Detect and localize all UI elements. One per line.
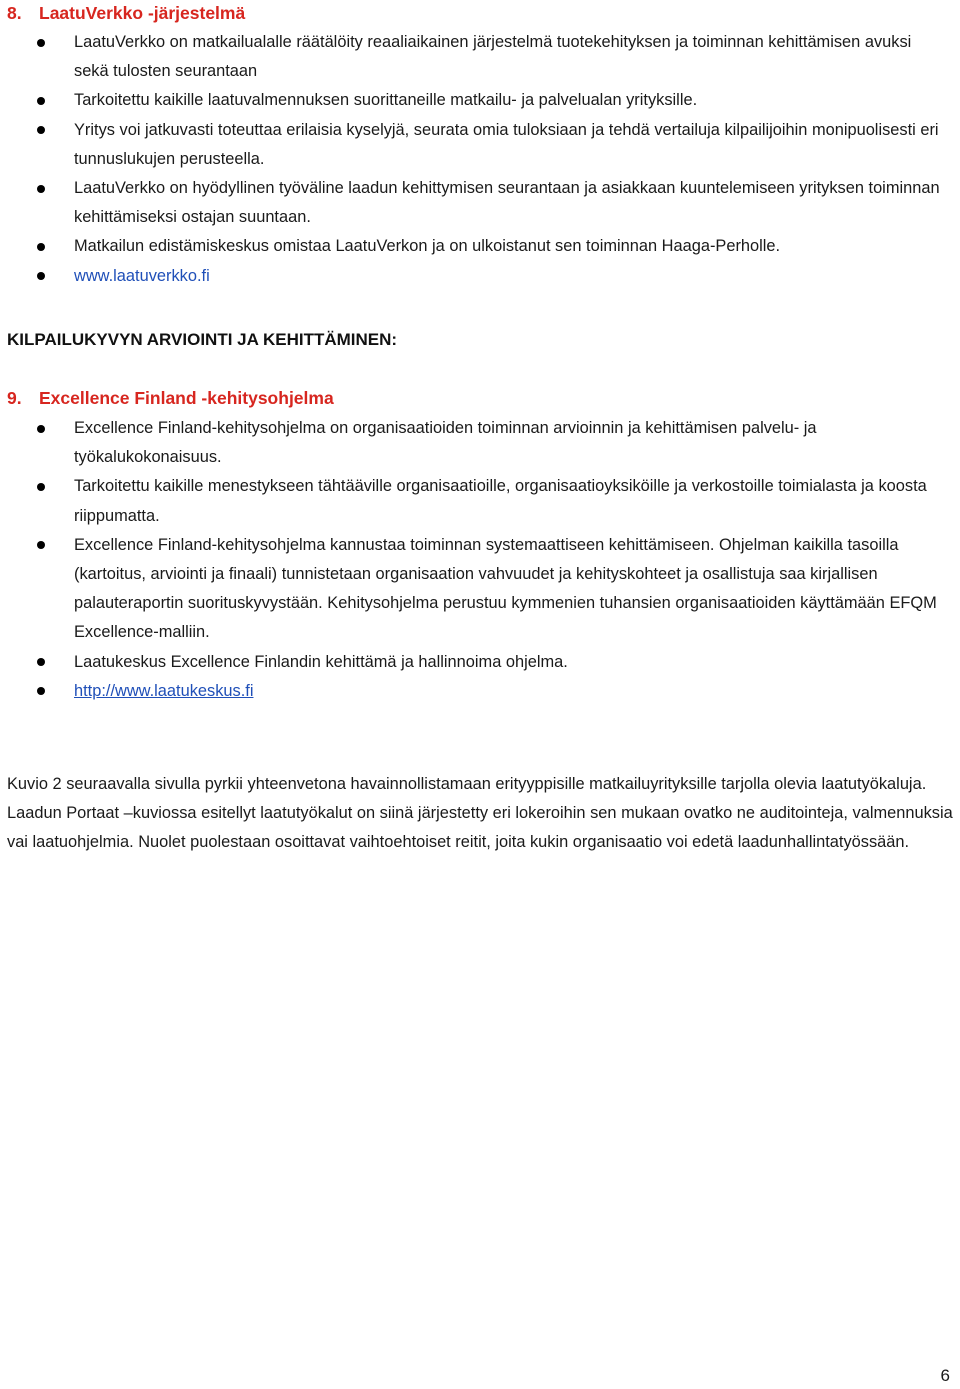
bullet-icon [37, 126, 45, 134]
list-item [0, 414, 960, 472]
list-item [0, 232, 960, 261]
section-9-number: 9. [7, 388, 22, 408]
bullet-text: Laatukeskus Excellence Finlandin kehittämä ja hallinnoima ohjelma. [74, 652, 568, 671]
list-item [0, 531, 960, 648]
bullet-text: Tarkoitettu kaikille menestykseen tähtääville organisaatioille, organisaatioyksiköille ja verkostoille toimialasta ja koosta riippumatta. [74, 477, 927, 525]
list-item [0, 28, 960, 86]
list-item [0, 262, 960, 291]
list-item [0, 174, 960, 232]
page-number: 6 [940, 1366, 950, 1385]
bullet-text: Excellence Finland-kehitysohjelma kannustaa toiminnan systemaattiseen kehittämiseen. Ohjelman kaikilla tasoilla (kartoitus, arviointi ja finaali) tunnistetaan organisaation vahvuudet ja kehityskohteet ja osallistuja saa kirjallisen palauteraportin suorituskyvystään. Kehitysohjelma perustuu kymmenien tuhansien organisaatioiden käyttämään EFQM Excellence-malliin. [74, 535, 937, 642]
list-item [0, 116, 960, 174]
list-item [0, 472, 960, 530]
bullet-icon [37, 39, 45, 47]
section-8-heading [7, 2, 245, 24]
bullet-text: Excellence Finland-kehitysohjelma on organisaatioiden toiminnan arvioinnin ja kehittämisen palvelu- ja työkalukokonaisuus. [74, 419, 817, 467]
bullet-text: LaatuVerkko on hyödyllinen työväline laadun kehittymisen seurantaan ja asiakkaan kuuntelemiseen yrityksen toiminnan kehittämiseksi ostajan suuntaan. [74, 179, 940, 227]
list-item [0, 86, 960, 115]
bullet-icon [37, 272, 45, 280]
bullet-icon [37, 185, 45, 193]
laatuverkko-link[interactable]: www.laatuverkko.fi [74, 266, 210, 285]
bullet-text: LaatuVerkko on matkailualalle räätälöity reaaliaikainen järjestelmä tuotekehityksen ja toiminnan kehittämisen avuksi sekä tulosten seurantaan [74, 33, 912, 81]
bullet-text: Matkailun edistämiskeskus omistaa LaatuVerkon ja on ulkoistanut sen toiminnan Haaga-Perholle. [74, 237, 781, 256]
bullet-icon [37, 243, 45, 251]
bullet-icon [37, 483, 45, 491]
competitiveness-subheading: KILPAILUKYVYN ARVIOINTI JA KEHITTÄMINEN: [7, 330, 398, 349]
bullet-text: Tarkoitettu kaikille laatuvalmennuksen suorittaneille matkailu- ja palvelualan yrityksille. [74, 91, 698, 110]
section-9-heading [7, 387, 334, 409]
bullet-icon [37, 425, 45, 433]
laatukeskus-link[interactable]: http://www.laatukeskus.fi [74, 681, 254, 700]
list-item [0, 677, 960, 706]
summary-paragraph: Kuvio 2 seuraavalla sivulla pyrkii yhteenvetona havainnollistamaan erityyppisille matkailuyrityksille tarjolla olevia laatutyökaluja. Laadun Portaat –kuviossa esitellyt laatutyökalut on siinä järjestetty eri lokeroihin sen mukaan ovatko ne auditointeja, valmennuksia vai laatuohjelmia. Nuolet puolestaan osoittavat vaihtoehtoiset reitit, joita kukin organisaatio voi edetä laadunhallintatyössään. [7, 775, 953, 852]
bullet-icon [37, 97, 45, 105]
bullet-icon [37, 658, 45, 666]
list-item [0, 648, 960, 677]
section-9-title: Excellence Finland -kehitysohjelma [39, 388, 334, 408]
bullet-icon [37, 687, 45, 695]
bullet-icon [37, 541, 45, 549]
bullet-text: Yritys voi jatkuvasti toteuttaa erilaisia kyselyjä, seurata omia tuloksiaan ja tehdä vertailuja kilpailijoihin monipuolisesti eri tunnuslukujen perusteella. [74, 120, 939, 168]
section-8-title: LaatuVerkko -järjestelmä [39, 3, 246, 23]
section-8-number: 8. [7, 3, 22, 23]
section-9-bullet-list [0, 414, 960, 706]
section-8-bullet-list [0, 28, 960, 291]
